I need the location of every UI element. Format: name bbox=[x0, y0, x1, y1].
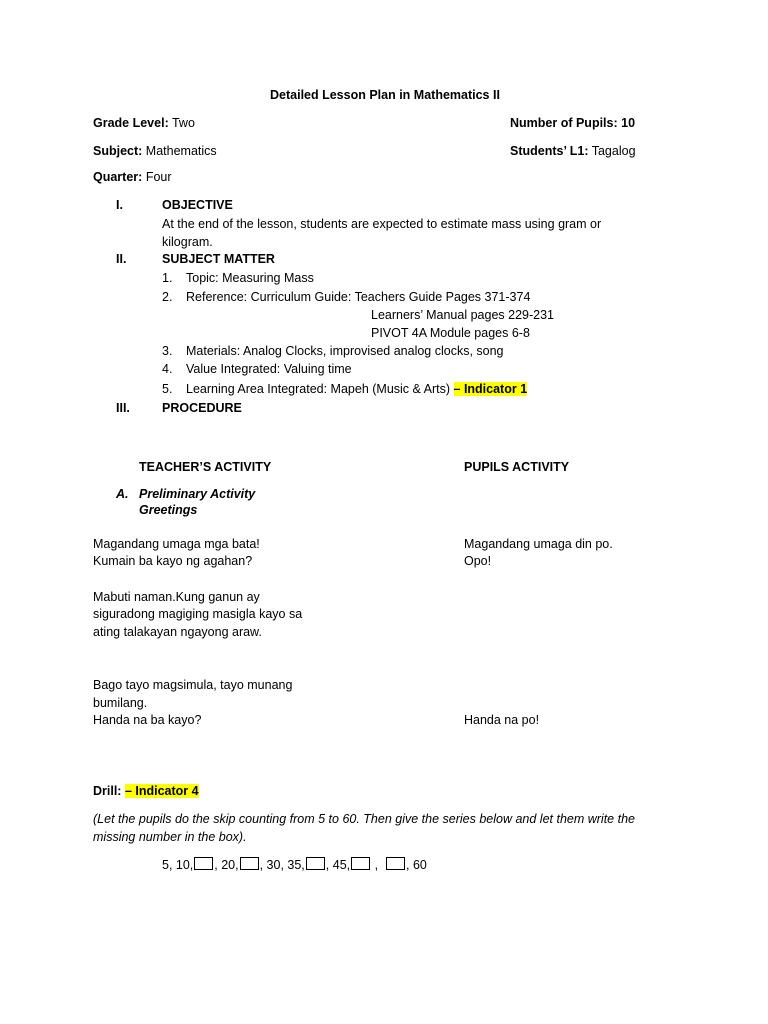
quarter-value: Four bbox=[145, 170, 172, 184]
subject-item-5 bbox=[186, 381, 527, 398]
pupils-value: 10 bbox=[621, 116, 636, 130]
teacher-line: Bago tayo magsimula, tayo munang bbox=[93, 678, 293, 692]
pupils-row bbox=[510, 115, 635, 132]
teacher-activity-header: TEACHER’S ACTIVITY bbox=[139, 460, 272, 474]
drill-heading bbox=[93, 783, 199, 800]
grade-label: Grade Level: bbox=[93, 116, 169, 130]
series-part: , 60 bbox=[406, 858, 427, 872]
subject-label: Subject: bbox=[93, 144, 143, 158]
answer-box[interactable] bbox=[386, 857, 405, 870]
objective-line-2: kilogram. bbox=[162, 235, 213, 249]
teacher-line: Magandang umaga mga bata! bbox=[93, 537, 260, 551]
subject-item-text: Learning Area Integrated: Mapeh (Music & Arts) bbox=[186, 382, 451, 396]
teacher-line: Kumain ba kayo ng agahan? bbox=[93, 554, 253, 568]
pupils-label: Number of Pupils: bbox=[510, 116, 618, 130]
doc-title: Detailed Lesson Plan in Mathematics II bbox=[270, 88, 500, 102]
activity-a-title: Preliminary Activity bbox=[139, 487, 256, 501]
section-2-title: SUBJECT MATTER bbox=[162, 252, 275, 266]
subject-item-num: 4. bbox=[162, 362, 173, 376]
pupil-line: Magandang umaga din po. bbox=[464, 537, 613, 551]
l1-value: Tagalog bbox=[591, 144, 636, 158]
drill-label: Drill: bbox=[93, 784, 122, 798]
answer-box[interactable] bbox=[306, 857, 325, 870]
teacher-line: siguradong magiging masigla kayo sa bbox=[93, 607, 303, 621]
subject-item-num: 1. bbox=[162, 271, 173, 285]
series-part: , 45, bbox=[325, 858, 351, 872]
subject-item-text: Topic: Measuring Mass bbox=[186, 271, 314, 285]
grade-value: Two bbox=[171, 116, 195, 130]
quarter-row bbox=[93, 169, 172, 186]
answer-box[interactable] bbox=[194, 857, 213, 870]
answer-box[interactable] bbox=[240, 857, 259, 870]
subject-item-text: Value Integrated: Valuing time bbox=[186, 362, 352, 376]
teacher-line: ating talakayan ngayong araw. bbox=[93, 625, 262, 639]
reference-line-3: PIVOT 4A Module pages 6-8 bbox=[371, 326, 530, 340]
drill-instruction-1: (Let the pupils do the skip counting from 5 to 60. Then give the series below and let them write the bbox=[93, 812, 635, 826]
subject-item-text: Reference: Curriculum Guide: Teachers Guide Pages 371-374 bbox=[186, 290, 531, 304]
l1-label: Students’ L1: bbox=[510, 144, 589, 158]
teacher-line: bumilang. bbox=[93, 696, 148, 710]
series-part: , 30, 35, bbox=[259, 858, 305, 872]
number-series bbox=[162, 857, 427, 874]
teacher-line: Handa na ba kayo? bbox=[93, 713, 202, 727]
grade-level-row bbox=[93, 115, 195, 132]
series-part: 5, 10, bbox=[162, 858, 194, 872]
subject-item-num: 3. bbox=[162, 344, 173, 358]
l1-row bbox=[510, 143, 636, 160]
subject-item-num: 5. bbox=[162, 382, 173, 396]
section-2-number: II. bbox=[116, 252, 127, 266]
series-part: , 20, bbox=[214, 858, 239, 872]
answer-box[interactable] bbox=[351, 857, 370, 870]
reference-line-2: Learners’ Manual pages 229-231 bbox=[371, 308, 554, 322]
subject-item-num: 2. bbox=[162, 290, 173, 304]
objective-line-1: At the end of the lesson, students are expected to estimate mass using gram or bbox=[162, 217, 602, 231]
subject-row bbox=[93, 143, 217, 160]
section-3-title: PROCEDURE bbox=[162, 401, 242, 415]
series-part: , bbox=[371, 858, 379, 872]
activity-a-subtitle: Greetings bbox=[139, 503, 198, 517]
subject-item-text: Materials: Analog Clocks, improvised analog clocks, song bbox=[186, 344, 504, 358]
teacher-line: Mabuti naman.Kung ganun ay bbox=[93, 590, 260, 604]
indicator-4-highlight: – Indicator 4 bbox=[124, 784, 199, 798]
section-1-number: I. bbox=[116, 198, 123, 212]
drill-instruction-2: missing number in the box). bbox=[93, 830, 247, 844]
activity-a-number: A. bbox=[116, 487, 129, 501]
section-1-title: OBJECTIVE bbox=[162, 198, 233, 212]
pupil-line: Opo! bbox=[464, 554, 492, 568]
subject-value: Mathematics bbox=[145, 144, 217, 158]
quarter-label: Quarter: bbox=[93, 170, 143, 184]
section-3-number: III. bbox=[116, 401, 130, 415]
indicator-1-highlight: – Indicator 1 bbox=[453, 382, 528, 396]
pupils-activity-header: PUPILS ACTIVITY bbox=[464, 460, 570, 474]
pupil-line: Handa na po! bbox=[464, 713, 540, 727]
